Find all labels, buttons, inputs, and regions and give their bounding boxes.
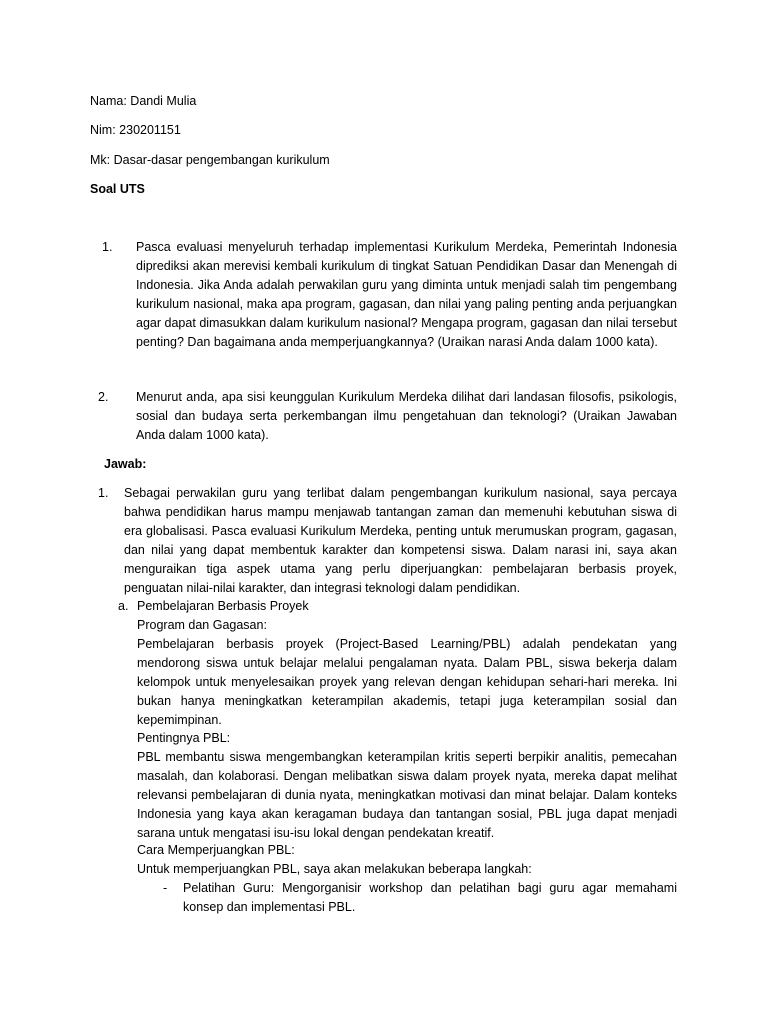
course-name: Mk: Dasar-dasar pengembangan kurikulum [90, 153, 330, 167]
subsection-a-letter: a. [118, 599, 129, 613]
document-title: Soal UTS [90, 182, 145, 196]
subsection-a-title: Pembelajaran Berbasis Proyek [137, 599, 309, 613]
importance-text: PBL membantu siswa mengembangkan keterampilan kritis seperti berpikir analitis, pemecahan masalah, dan kolaborasi. Dengan melibatkan siswa dalam proyek nyata, mereka dapat melihat relevansi pembelajaran di dunia nyata, meningkatkan motivasi dan minat belajar. Dalam konteks Indonesia yang kaya akan keragaman budaya dan tantangan sosial, PBL juga dapat menjadi sarana untuk mengatasi isu-isu lokal dengan pendekatan kreatif. [137, 750, 677, 840]
strategy-intro: Untuk memperjuangkan PBL, saya akan melakukan beberapa langkah: [137, 862, 532, 876]
question-2-number: 2. [98, 390, 109, 404]
answer-1-intro: Sebagai perwakilan guru yang terlibat dalam pengembangan kurikulum nasional, saya percaya bahwa pendidikan harus mampu menjawab tantangan zaman dan memenuhi kebutuhan siswa di era globalisasi. Pasca evaluasi Kurikulum Merdeka, penting untuk merumuskan program, gagasan, dan nilai yang dapat membentuk karakter dan kompetensi siswa. Dalam narasi ini, saya akan menguraikan tiga aspek utama yang perlu diperjuangkan: pembelajaran berbasis proyek, penguatan nilai-nilai karakter, dan integrasi teknologi dalam pendidikan. [124, 486, 677, 595]
answer-heading: Jawab: [104, 457, 147, 471]
student-nim: Nim: 230201151 [90, 123, 181, 137]
answer-1-number: 1. [98, 486, 109, 500]
bullet-marker: - [163, 881, 168, 895]
question-1-text: Pasca evaluasi menyeluruh terhadap implementasi Kurikulum Merdeka, Pemerintah Indonesia diprediksi akan merevisi kembali kurikulum di tingkat Satuan Pendidikan Dasar dan Menengah di Indonesia. Jika Anda adalah perwakilan guru yang diminta untuk menjadi salah tim pengembang kurikulum nasional, maka apa program, gagasan, dan nilai yang paling penting anda perjuangkan agar dapat dimasukkan dalam kurikulum nasional? Mengapa program, gagasan dan nilai tersebut penting? Dan bagaimana anda memperjuangkannya? (Uraikan narasi Anda dalam 1000 kata). [136, 240, 677, 349]
student-name: Nama: Dandi Mulia [90, 94, 197, 108]
question-2-text: Menurut anda, apa sisi keunggulan Kurikulum Merdeka dilihat dari landasan filosofis, psikologis, sosial dan budaya serta perkembangan ilmu pengetahuan dan teknologi? (Uraikan Jawaban Anda dalam 1000 kata). [136, 390, 677, 442]
bullet-item-training: Pelatihan Guru: Mengorganisir workshop dan pelatihan bagi guru agar memahami konsep dan implementasi PBL. [183, 881, 677, 914]
question-1-number: 1. [102, 240, 113, 254]
program-label: Program dan Gagasan: [137, 618, 267, 632]
importance-label: Pentingnya PBL: [137, 731, 231, 745]
strategy-label: Cara Memperjuangkan PBL: [137, 843, 295, 857]
program-text: Pembelajaran berbasis proyek (Project-Based Learning/PBL) adalah pendekatan yang mendorong siswa untuk belajar melalui pengalaman nyata. Dalam PBL, siswa bekerja dalam kelompok untuk menyelesaikan proyek yang relevan dengan kehidupan sehari-hari mereka. Ini bukan hanya meningkatkan keterampilan akademis, tetapi juga keterampilan sosial dan kepemimpinan. [137, 637, 677, 727]
